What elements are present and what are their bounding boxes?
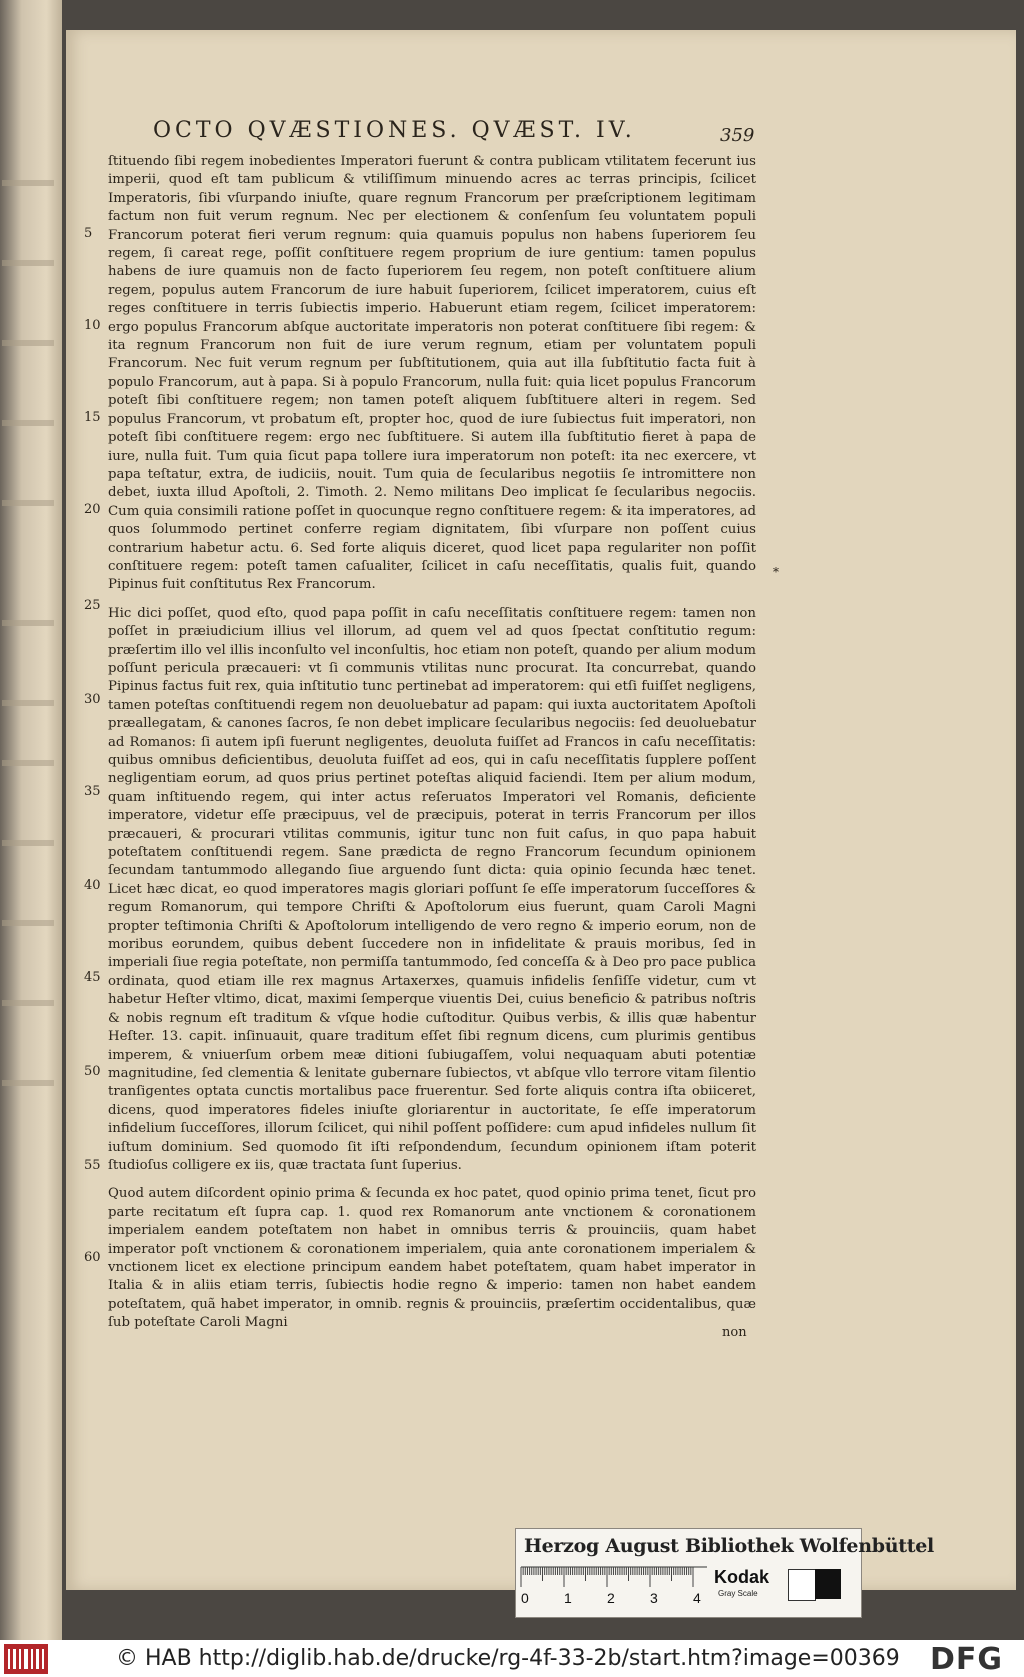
line-number: 30 — [84, 692, 101, 707]
line-number: 40 — [84, 878, 101, 893]
line-number: 20 — [84, 502, 101, 517]
paragraph-3: Quod autem diſcordent opinio prima & ſecunda ex hoc patet, quod opinio prima tenet, ſicut pro parte recitatum eſt ſupra cap. 1. quod rex Romanorum ante vnctionem & coronationem imperialem eandem poteſtatem non habet in omnibus terris & prouinciis, quam habet imperator poſt vnctionem & coronationem imperialem, quia ante coronationem imperialem & vnctionem licet ex electione principum eandem habet poteſtatem, quam habet imperator in Italia & in aliis etiam terris, ſubiectis hodie regno & imperio: tamen non habet eandem poteſtatem, quã habet imperator, in omnib. regnis & prouinciis, præſertim occidentalibus, quæ ſub poteſtate Caroli Magni — [108, 1186, 756, 1331]
running-head: OCTO QVÆSTIONES. QVÆST. IV. — [153, 118, 636, 143]
scale-ruler — [519, 1565, 709, 1605]
line-number: 10 — [84, 318, 101, 333]
line-number: 15 — [84, 410, 101, 425]
scale-number: 4 — [693, 1590, 701, 1605]
catchword: non — [722, 1325, 747, 1340]
scale-number: 3 — [650, 1590, 658, 1605]
source-credit[interactable]: © HAB http://diglib.hab.de/drucke/rg-4f-33-2b/start.htm?image=00369 — [116, 1646, 900, 1671]
kodak-brand: Kodak — [714, 1567, 770, 1587]
paragraph-1: ſtituendo ſibi regem inobedientes Imperatori fuerunt & contra publicam vtilitatem fecerunt ius imperii, quod eſt tam publicum & vtiliſſimum minuendo acres ac terras principis, ſcilicet Imperatoris, ſibi vſurpando iniuſte, quare regnum Francorum per præſcriptionem legitimam factum non fuit verum regnum. Nec per electionem & conſenſum ſeu voluntatem populi Francorum poterat fieri verum regnum: quia quamuis populus non habens ſuperiorem ſeu regem, ſi careat rege, poſſit conſtituere regem proprium de iure gentium: tamen populus habens de iure quamuis non de facto ſuperiorem ſeu regem, non poteſt conſtituere alium regem, populus autem Francorum de iure habuit ſuperiorem, ſcilicet imperatorem, cuius eſt reges conſtituere in terris ſubiectis imperio. Habuerunt etiam regem, ſcilicet imperatorem: ergo populus Francorum abſque auctoritate imperatoris non poterat conſtituere ſibi regem: & ita regnum Francorum non fuit de iure verum regnum, etiam per voluntatem populi Francorum. Nec fuit verum regnum per ſubſtitutionem, quia aut illa ſubſtitutio facta fuit à populo Francorum, aut à papa. Si à populo Francorum, nulla fuit: quia licet populus Francorum poteſt ſibi conſtituere regem; non tamen poteſt aliquem ſubſtituere alteri in regem. Sed populus Francorum, vt probatum eſt, propter hoc, quod de iure ſubiectus fuit imperatori, non poteſt ſibi conſtituere regem: ergo nec ſubſtituere. Si autem illa ſubſtitutio fieret à papa de iure, nulla fuit. Tum quia ſicut papa tollere iura imperatorum non poteſt: ita nec exercere, vt papa teſtatur, extra, de iudiciis, nouit. Tum quia de ſecularibus negotiis ſe intromittere non debet, iuxta illud Apoſtoli, 2. Timoth. 2. Nemo militans Deo implicat ſe ſecularibus negociis. Cum quia consimili ratione poſſet in quocunque regno conſtituere regem: & ita imperatores, ad quos ſolummodo pertinet conferre regiam dignitatem, ſibi vſurpare non poſſent cuius contrarium habetur actu. 6. Sed forte aliquis diceret, quod licet papa regulariter non poſſit conſtituere regem: poteſt tamen caſualiter, ſcilicet in caſu neceſſitatis, qualis fuit, quando Pipinus fuit conſtitutus Rex Francorum. — [108, 154, 756, 593]
line-number: 35 — [84, 784, 101, 799]
footer-bar — [0, 1640, 1024, 1677]
line-number: 50 — [84, 1064, 101, 1079]
library-stamp — [515, 1528, 934, 1618]
line-number: 25 — [84, 598, 101, 613]
scale-number: 1 — [564, 1590, 572, 1605]
white-swatch — [788, 1569, 816, 1601]
scale-number: 2 — [607, 1590, 615, 1605]
hab-logo-icon — [4, 1644, 48, 1674]
line-number: 55 — [84, 1158, 101, 1173]
marginal-mark: * — [773, 565, 779, 579]
gray-scale-label: Gray Scale — [718, 1589, 758, 1598]
line-number: 5 — [84, 226, 93, 241]
page-body — [108, 153, 756, 1333]
line-number: 60 — [84, 1250, 101, 1265]
folio-number: 359 — [720, 125, 755, 146]
black-swatch — [815, 1569, 841, 1599]
line-number: 45 — [84, 970, 101, 985]
scale-number: 0 — [521, 1590, 529, 1605]
dfg-logo: DFG — [930, 1642, 1004, 1677]
book-binding-edge — [0, 0, 62, 1640]
paragraph-2: Hic dici poſſet, quod eſto, quod papa poſſit in caſu neceſſitatis conſtituere regem: tamen non poſſet in præiudicium illius vel illorum, ad quem vel ad quos ſpectat conſtitutio regum: præſertim illo vel illis inconſulto vel inconſultis, hoc etiam non poteſt, quando per alium modum poſſunt pericula præcaueri: vt ſi communis vtilitas nunc procurat. Ita concurrebat, quando Pipinus factus fuit rex, quia inſtitutio tunc pertinebat ad imperatorem: qui etſi fuiſſet negligens, tamen poteſtas conſtituendi regem non deuoluebatur ad papam: qui iuxta auctoritatem Apoſtoli præallegatam, & canones ſacros, ſe non debet implicare ſecularibus negociis: ſed deuoluebatur ad Romanos: ſi autem ipſi fuerunt negligentes, deuoluta fuiſſet ad Francos in caſu neceſſitatis: quibus omnibus deficientibus, deuoluta fuiſſet ad eos, qui in caſu neceſſitatis ſupplere poſſent negligentiam eorum, ad quos prius pertinet poteſtas aliquid faciendi. Item per alium modum, quam inſtituendo regem, qui inter actus reſeruatos Imperatori vel Romanis, deficiente imperatore, videtur eſſe præcipuus, vel de præcipuis, poterat in terris Francorum per illos præcaueri, & procurari vtilitas communis, igitur tunc non fuit caſus, in quo papa habuit poteſtatem conſtituendi regem. Sane prædicta de regno Francorum ſecundum opinionem ſecundam tantummodo allegando ſiue arguendo ſunt dicta: quia opinio ſecunda hæc tenet. Licet hæc dicat, eo quod imperatores magis gloriari poſſunt ſe eſſe imperatorum ſucceſſores & regum Romanorum, qui tempore Chriſti & Apoſtolorum eius fuerunt, quam Caroli Magni propter teſtimonia Chriſti & Apoſtolorum intelligendo de vero regno & imperio eorum, non de moribus eorundem, quibus debent ſuccedere non in infidelitate & prauis moribus, ſed in imperiali ſiue regia poteſtate, non permiſſa tantummodo, ſed conceſſa & à Deo pro pace publica ordinata, quod etiam ille rex magnus Artaxerxes, quamuis infidelis ſenſiſſe videtur, cum vt habetur Heſter vltimo, dicat, maximi ſemperque viuentis Dei, cuius beneficio & patribus noſtris & nobis regnum eſt traditum & vſque hodie cuſtoditur. Quibus verbis, & illis quæ habentur Heſter. 13. capit. inſinuauit, quare traditum eſſet ſibi regnum dicens, cum plurimis gentibus imperem, & vniuerſum orbem meæ ditioni ſubiugaſſem, volui nequaquam abuti potentiæ magnitudine, ſed clementia & lenitate gubernare ſubiectos, vt abſque vllo terrore vitam ſilentio tranſigentes optata cunctis mortalibus pace fruerentur. Sed forte aliquis contra iſta obiiceret, dicens, quod imperatores fideles iniuſte gloriarentur in auctoritate, ſe eſſe imperatorum infidelium ſucceſſores, illorum ſcilicet, qui nihil poſſent poſſidere: cum apud infideles nullum ſit iuſtum dominium. Sed quomodo ſit iſti reſpondendum, ſecundum opinionem iſtam poterit ſtudioſus colligere ex iis, quæ tractata ſunt ſuperius. — [108, 605, 756, 1173]
library-name: Herzog August Bibliothek Wolfenbüttel — [524, 1535, 934, 1557]
